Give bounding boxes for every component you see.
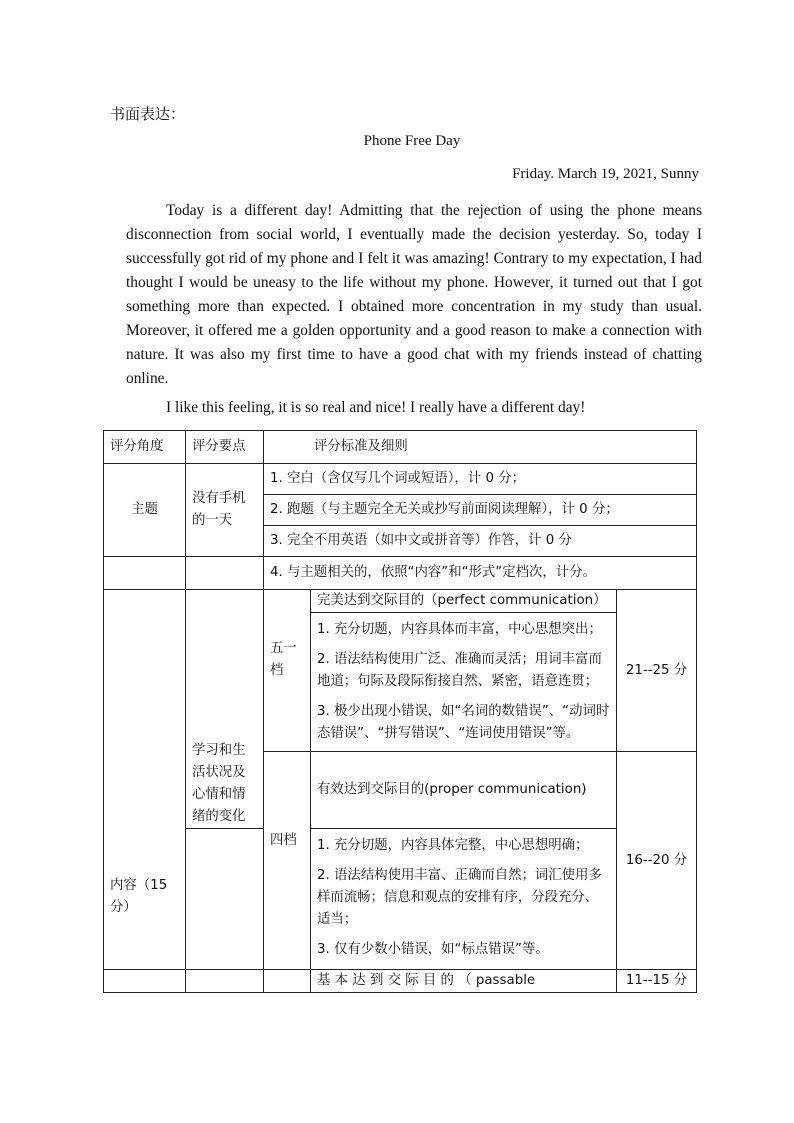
criterion: 3. 仅有少数小错误，如“标点错误”等。 (317, 942, 549, 957)
grade-criteria (311, 613, 617, 752)
header-angle: 评分角度 (104, 431, 186, 464)
grade-goal: 基 本 达 到 交 际 目 的 （ passable (311, 970, 617, 993)
grade-label: 四档 (264, 752, 311, 970)
criterion: 3. 极少出现小错误，如“名词的数错误”、“动词时态错误”、“拼写错误”、“连词使用错误”等。 (317, 704, 610, 741)
grade-criteria (311, 829, 617, 970)
content-point: 学习和生活状况及心情和情绪的变化 (186, 590, 264, 829)
theme-point: 没有手机的一天 (186, 464, 264, 557)
criterion: 1. 充分切题，内容具体完整，中心思想明确； (317, 838, 589, 853)
theme-rule: 3. 完全不用英语（如中文或拼音等）作答，计 0 分 (264, 526, 697, 557)
criterion: 2. 语法结构使用广泛、准确而灵活；用词丰富而地道；句际及段际衔接自然、紧密，语意连贯； (317, 652, 602, 689)
criterion: 1. 充分切题，内容具体而丰富，中心思想突出； (317, 622, 602, 637)
section-heading: 书面表达： (110, 105, 186, 123)
theme-rule: 2. 跑题（与主题完全无关或抄写前面阅读理解），计 0 分； (264, 495, 697, 526)
scoring-rubric-table (103, 430, 697, 993)
grade-score: 11--15 分 (617, 970, 697, 993)
header-criteria: 评分标准及细则 (264, 431, 697, 464)
theme-angle: 主题 (104, 464, 186, 557)
header-point: 评分要点 (186, 431, 264, 464)
grade-score: 16--20 分 (617, 752, 697, 970)
grade-score: 21--25 分 (617, 590, 697, 752)
grade-label: 五一档 (264, 590, 311, 752)
essay-title: Phone Free Day (363, 133, 461, 149)
essay-body (126, 199, 702, 420)
theme-rule: 4. 与主题相关的，依照“内容”和“形式”定档次，计分。 (264, 557, 697, 590)
essay-paragraph: Today is a different day! Admitting that the rejection of using the phone means disconnection from social world, I eventually made the decision yesterday. So, today I successfully got rid of my phone and I felt it was amazing! Contrary to my expectation, I had thought I would be uneasy to the life without my phone. However, it turned out that I got something more than expected. I obtained more concentration in my study than usual. Moreover, it offered me a golden opportunity and a good reason to make a connection with nature. It was also my first time to have a good chat with my friends instead of chatting online. (126, 202, 702, 387)
essay-dateline: Friday. March 19, 2021, Sunny (512, 166, 699, 182)
content-angle: 内容（15分） (104, 590, 186, 970)
grade-goal: 有效达到交际目的(proper communication) (311, 752, 617, 829)
grade-goal: 完美达到交际目的（perfect communication） (311, 590, 617, 613)
theme-rule: 1. 空白（含仅写几个词或短语），计 0 分； (264, 464, 697, 495)
essay-paragraph: I like this feeling, it is so real and nice! I really have a different day! (166, 399, 586, 416)
criterion: 2. 语法结构使用丰富、正确而自然；词汇使用多样而流畅；信息和观点的安排有序，分段充分、适当； (317, 868, 602, 927)
